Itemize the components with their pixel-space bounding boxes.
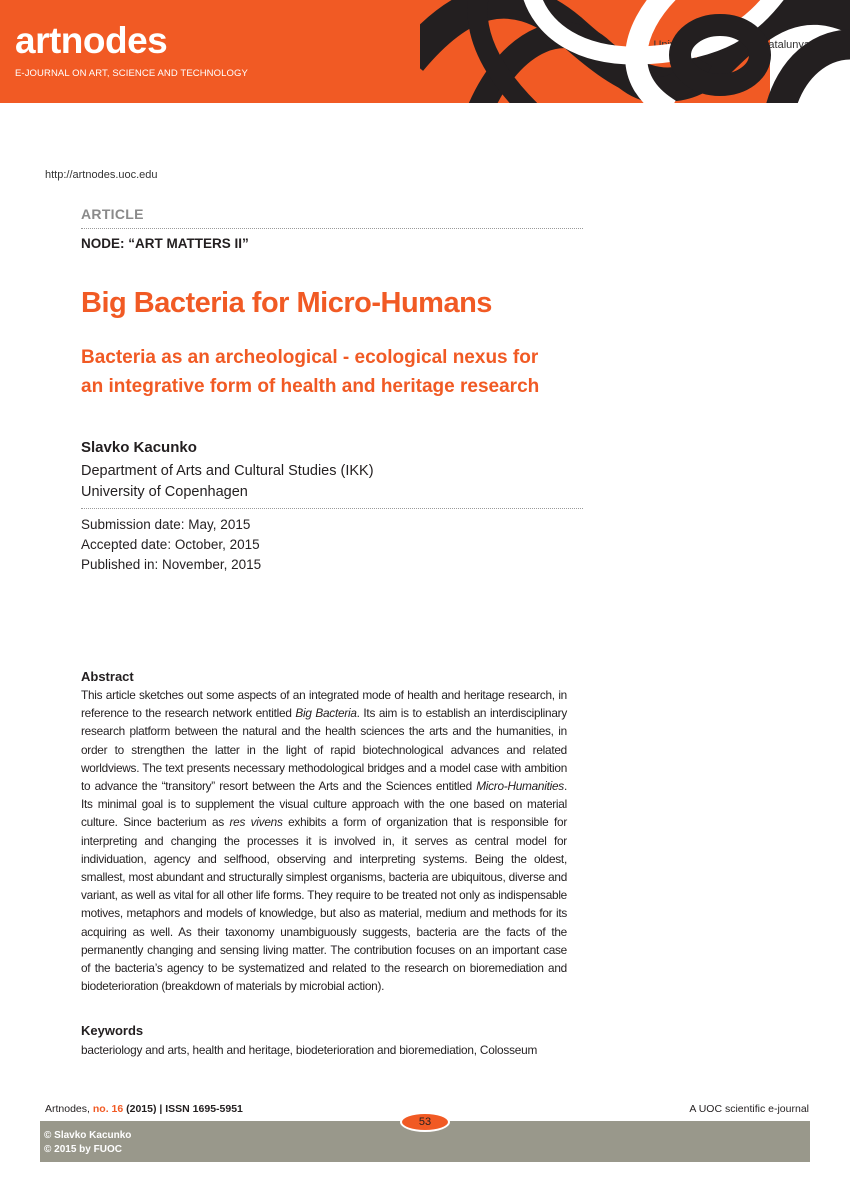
journal-tagline: E-JOURNAL ON ART, SCIENCE AND TECHNOLOGY xyxy=(15,68,248,79)
footer-tagline: A UOC scientific e-journal xyxy=(689,1103,809,1115)
section-label: ARTICLE xyxy=(81,206,144,222)
article-title: Big Bacteria for Micro-Humans xyxy=(81,287,492,319)
issue-number: no. 16 xyxy=(92,1103,124,1115)
affiliation-university: University of Copenhagen xyxy=(81,484,248,500)
node-label: NODE: “ART MATTERS II” xyxy=(81,236,249,251)
journal-url[interactable]: http://artnodes.uoc.edu xyxy=(45,169,158,181)
footer-citation: Artnodes, no. 16 (2015) | ISSN 1695-5951 xyxy=(45,1103,243,1115)
accepted-date: Accepted date: October, 2015 xyxy=(81,537,260,552)
dotted-divider xyxy=(81,228,583,229)
emphasis: res vivens xyxy=(229,815,283,830)
abstract-text: This article sketches out some aspects of an integrated mode of health and heritage research, in reference to the research network entitled Big Bacteria. Its aim is to establish an interdisciplinary research platform between the natural and the health sciences the arts and the humanities, in order to strengthen the latter in the light of rapid biotechnological advances and related worldviews. The text presents necessary methodological bridges and a model case with ambition to advance the “transitory” resort between the Arts and the Sciences entitled Micro-Humanities. Its minimal goal is to supplement the visual culture approach with the one based on material culture. Since bacterium as res vivens exhibits a form of organization that is responsible for interpreting and changing the processes it is involved in, it serves as central model for individuation, agency and selfhood, observing and interpreting systems. Being the oldest, smallest, most abundant and structurally simplest organisms, bacteria are ubiquitous, diverse and variant, as well as vital for all other life forms. They require to be treated not only as indispensable motives, metaphors and models of knowledge, but also as material, medium and methods for its acquiring as well. As their taxonomy unambiguously suggests, bacteria are the facts of the permanently changing and sensing living matter. The contribution focuses on an important case of the bacteria’s agency to be systematized and related to the research on bioremediation and biodeterioration (breakdown of materials by microbial action). xyxy=(81,688,568,994)
keywords-text: bacteriology and arts, health and heritage, biodeterioration and bioremediation, Colosseum xyxy=(81,1043,538,1057)
journal-logo-text: artnodes xyxy=(15,20,168,61)
page-number-badge: 53 xyxy=(400,1112,450,1132)
dotted-divider xyxy=(81,508,583,509)
copyright-fuoc: © 2015 by FUOC xyxy=(44,1144,122,1155)
journal-banner xyxy=(0,0,770,103)
copyright-author: © Slavko Kacunko xyxy=(44,1130,132,1141)
published-date: Published in: November, 2015 xyxy=(81,557,262,572)
emphasis: Big Bacteria xyxy=(295,706,357,721)
emphasis: Micro-Humanities xyxy=(476,779,564,794)
keywords-heading: Keywords xyxy=(81,1023,144,1038)
subtitle-line: Bacteria as an archeological - ecological nexus for xyxy=(81,347,539,368)
abstract-heading: Abstract xyxy=(81,669,134,684)
submission-date: Submission date: May, 2015 xyxy=(81,517,251,532)
institution-name: Universitat Oberta de Catalunya xyxy=(653,39,810,51)
subtitle-line: an integrative form of health and heritage research xyxy=(81,376,540,397)
affiliation-department: Department of Arts and Cultural Studies (IKK) xyxy=(81,463,374,479)
ampersand-logo-graphic xyxy=(420,0,770,103)
author-name: Slavko Kacunko xyxy=(81,439,197,456)
article-subtitle xyxy=(81,343,601,401)
